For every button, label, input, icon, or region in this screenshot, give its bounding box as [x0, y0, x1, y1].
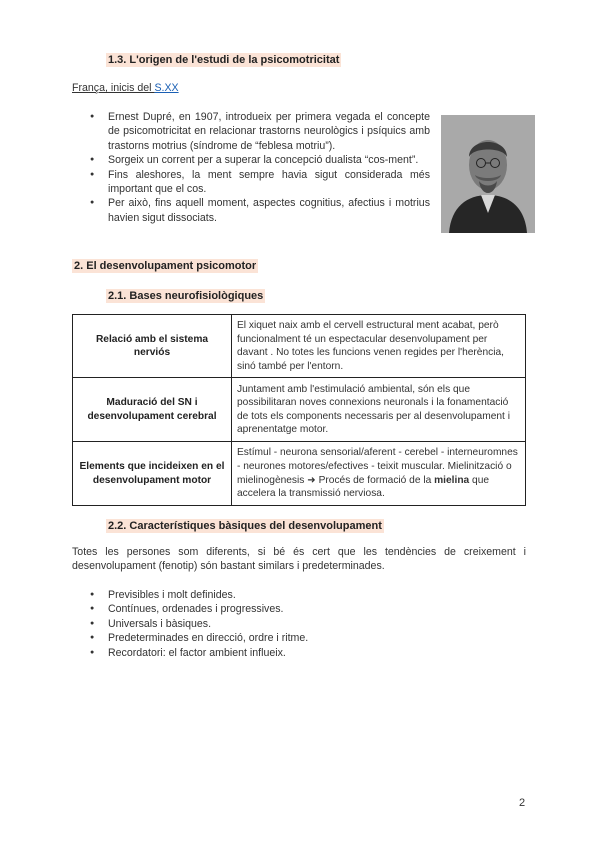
origin-subline: [72, 81, 179, 95]
table-row: [73, 315, 526, 378]
list-item: ● Sorgeix un corrent per a superar la concepció dualista “cos-ment”.: [72, 153, 430, 167]
table-row-label: Relació amb el sistema nerviós: [73, 315, 232, 378]
list-item: ● Previsibles i molt definides.: [72, 588, 526, 602]
section-heading-2: 2. El desenvolupament psicomotor: [74, 260, 257, 272]
paragraph-2-2: Totes les persones som diferents, si bé és cert que les tendències de creixement i desenvolupament (fenotip) són bastant similars i predeterminades.: [72, 546, 526, 573]
s-xx-link[interactable]: S.XX: [154, 82, 179, 94]
list-item: ● Ernest Dupré, en 1907, introdueix per primera vegada el concepte de psicomotricitat en relacionar trastorns neurològics i psíquics amb trastorns motrius (síndrome de “feblesa motriu”).: [72, 110, 430, 153]
origin-subline-text: França, inicis del: [72, 82, 155, 94]
portrait-figure: [441, 115, 535, 233]
table-row-text: [232, 442, 526, 505]
list-item: ● Recordatori: el factor ambient influeix.: [72, 646, 526, 660]
table-row-text: Juntament amb l'estimulació ambiental, són els que possibilitaran noves connexions neuronals i la fonamentació de tots els components necessaris per al desenvolupament i aprenentatge motor.: [232, 378, 526, 442]
origin-bullet-list: [72, 110, 430, 225]
list-item: ● Universals i bàsiques.: [72, 617, 526, 631]
table-row: [73, 442, 526, 505]
table-row-label: Elements que incideixen en el desenvolupament motor: [73, 442, 232, 505]
section-heading-1-3: 1.3. L'origen de l'estudi de la psicomotricitat: [108, 54, 340, 66]
table-row-text-b: que accelera la transmissió nerviosa.: [237, 474, 490, 500]
page-number: 2: [519, 797, 526, 809]
mielina-term: mielina: [434, 474, 470, 486]
section-heading-2-2: 2.2. Característiques bàsiques del desenvolupament: [108, 520, 382, 532]
list-item: ● Predeterminades en direcció, ordre i ritme.: [72, 631, 526, 645]
table-row: [73, 378, 526, 442]
portrait-photo: [441, 115, 535, 233]
list-item: ● Fins aleshores, la ment sempre havia sigut considerada més important que el cos.: [72, 168, 430, 197]
list-item: ● Contínues, ordenades i progressives.: [72, 602, 526, 616]
table-row-label: Maduració del SN i desenvolupament cerebral: [73, 378, 232, 442]
neuro-bases-table: [72, 314, 526, 506]
list-item: ● Per això, fins aquell moment, aspectes cognitius, afectius i motrius havien sigut dissociats.: [72, 196, 430, 225]
characteristics-bullet-list: [72, 588, 526, 660]
section-heading-2-1: 2.1. Bases neurofisiològiques: [108, 290, 264, 302]
table-row-text: El xiquet naix amb el cervell estructural ment acabat, però funcionalment té un espectacular desenvolupament per davant . No totes les funcions venen regides per l'herència, sinó també per l'entorn.: [232, 315, 526, 378]
table-row-text-a: Estímul - neurona sensorial/aferent - cerebel - interneuromnes - neurones motores/efectives - teixit muscular. Mielinització o mielinogènesis ➜ Procés de formació de la: [237, 447, 518, 486]
